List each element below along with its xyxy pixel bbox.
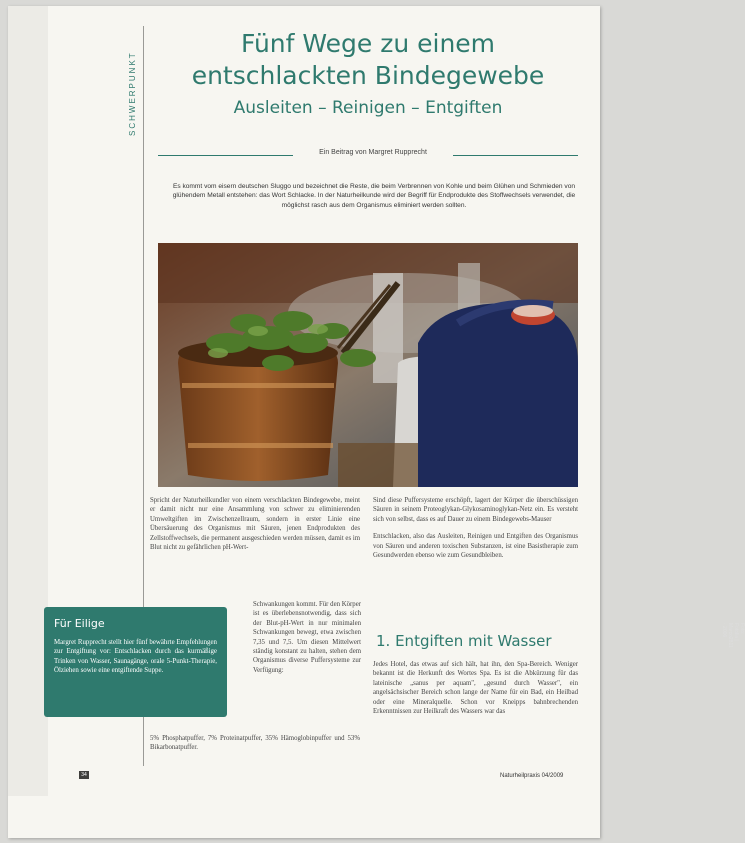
column-2-lower bbox=[373, 660, 578, 724]
column-1 bbox=[150, 496, 360, 560]
col2-paragraph-2: Entschlacken, also das Ausleiten, Reinigen und Entgiften des Organismus von Säuren und anderen toxischen Substanzen, ist eine Basistherapie zum Gesundwerden ebenso wie zum Gesundbleiben. bbox=[373, 533, 578, 560]
col1-paragraph-1-cont: Schwankungen kommt. Für den Körper ist es überlebensnotwendig, dass sich der Blut-pH-Wert in nur minimalen Schwankungen bewegt, etwa zwischen 7,35 und 7,5. Um diesen Mittelwert ständig konstant zu halten, stehen dem Organismus diverse Puffersysteme zur Verfügung: bbox=[253, 601, 361, 674]
author: Ein Beitrag von Margret Rupprecht bbox=[319, 149, 427, 156]
summary-box-title: Für Eilige bbox=[54, 617, 105, 630]
lead-paragraph: Es kommt vom eisern deutschen Sluggo und bezeichnet die Reste, die beim Verbrennen von Kohle und beim Glühen und Schmieden von glühendem Metall entstehen: das Wort Schlacke. In der Naturheilkunde wird der Begriff für Endprodukte des Stoffwechsels verwendet, die möglichst rasch aus dem Organismus eliminiert werden sollten. bbox=[172, 183, 576, 209]
col2-paragraph-1: Sind diese Puffersysteme erschöpft, lagert der Körper die überschüssigen Säuren in seinem Proteoglykan-Glykosaminoglykan-Netz ein. Es versteht sich von selbst, dass es auf Dauer zu einem Bindegewebs-Mauser bbox=[373, 497, 578, 523]
byline-rule-left bbox=[158, 155, 293, 156]
byline bbox=[158, 149, 578, 161]
page-number: 34 bbox=[79, 771, 89, 779]
col2-paragraph-3: Jedes Hotel, das etwas auf sich hält, hat ihn, den Spa-Bereich. Weniger bekannt ist die Herkunft des Wortes Spa. Es ist die Abkürzung für das lateinische „sanus per aquam", „gesund durch Wasser", ein angelsächsischer Bereich schon lange der Name für ein Bad, ein Heilbad oder eine Mineralquelle. Schon vor Kneipps bahnbrechenden Erkenntnissen zur Heilkraft des Wassers war das bbox=[373, 661, 578, 716]
bleed-through-text bbox=[48, 471, 138, 483]
byline-rule-right bbox=[453, 155, 578, 156]
photo-credit: Foto: Fotolia | Marco2811 · 2006 bbox=[721, 623, 745, 648]
col1-paragraph-1: Spricht der Naturheilkundler von einem verschlackten Bindegewebe, meint er damit nicht nur eine Ansammlung von schwer zu eliminierenden Umweltgiften im Zwischenzellraum, sondern in erster Linie eine Übersäuerung des Organismus mit Säuren, jenen Endprodukten des Zellstoffwechsels, die permanent ausgeschieden werden müssen, damit es im Blut nicht zu gefährlichen pH-Wert- bbox=[150, 497, 360, 552]
article-title bbox=[168, 28, 568, 92]
spine-shadow bbox=[8, 6, 48, 796]
column-1-end bbox=[150, 734, 360, 761]
section-heading: 1. Entgiften mit Wasser bbox=[376, 632, 552, 650]
section-label: SCHWERPUNKT bbox=[128, 51, 137, 136]
column-1-wrap bbox=[253, 600, 361, 683]
magazine-page bbox=[8, 6, 745, 838]
article-subtitle: Ausleiten – Reinigen – Entgiften bbox=[233, 98, 503, 118]
column-2 bbox=[373, 496, 578, 568]
summary-box bbox=[44, 607, 227, 717]
footer-issue: Naturheilpraxis 04/2009 bbox=[500, 773, 564, 779]
sauna-photo-illustration bbox=[158, 243, 578, 487]
col1-paragraph-2: 5% Phosphatpuffer, 7% Proteinatpuffer, 35% Hämoglobinpuffer und 53% Bikarbonatpuffer. bbox=[150, 735, 360, 752]
summary-box-text: Margret Rupprecht stellt hier fünf bewährte Empfehlungen zur Entgiftung vor: Entschlacken durch das kurmäßige Trinken von Wasser, Saunagänge, orale 5-Punkt-Therapie, Ölziehen sowie eine entgiftende Suppe. bbox=[54, 639, 217, 675]
title-line-2: entschlackten Bindegewebe bbox=[191, 61, 545, 90]
title-line-1: Fünf Wege zu einem bbox=[240, 29, 496, 58]
